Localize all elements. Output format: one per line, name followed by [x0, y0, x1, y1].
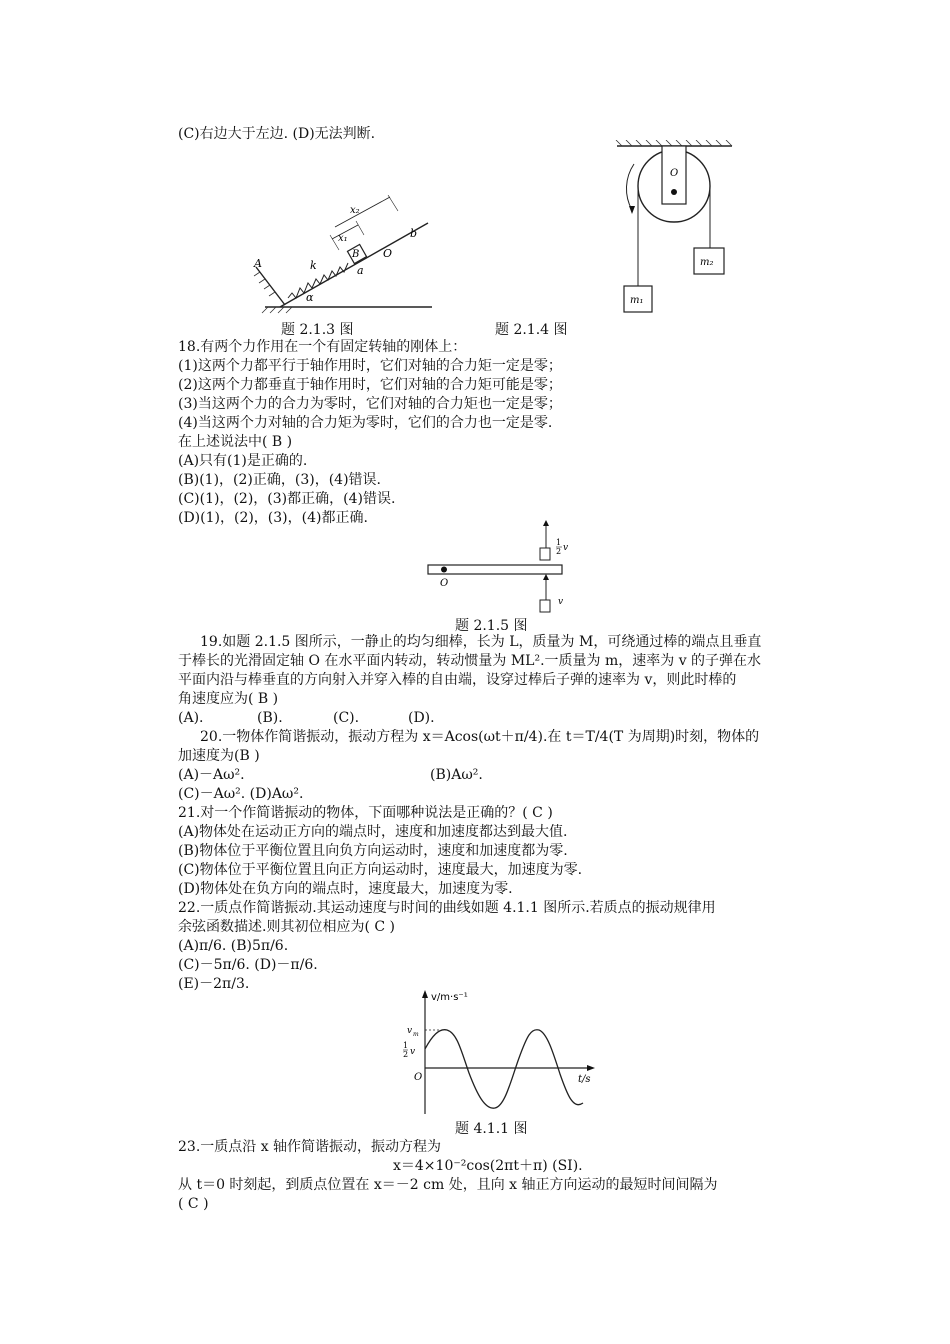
figure-caption: 题 4.1.1 图	[455, 1121, 528, 1137]
label-half-den: 2	[556, 547, 562, 556]
question-line: 加速度为(B )	[178, 748, 260, 764]
question-line: 于棒长的光滑固定轴 O 在水平面内转动，转动惯量为 ML².一质量为 m，速率为 v 的子弹在水	[178, 653, 762, 669]
label-vm: v	[407, 1026, 413, 1036]
label-alpha: α	[306, 291, 314, 304]
label-A: A	[254, 257, 262, 270]
question-line: 平面内沿与棒垂直的方向射入并穿入棒的自由端，设穿过棒后子弹的速率为 v，则此时棒的	[178, 672, 737, 688]
label-a: a	[357, 264, 364, 277]
question-line: 20.一物体作简谐振动，振动方程为 x＝Acos(ωt＋π/4).在 t＝T/4(T 为周期)时刻，物体的	[200, 729, 760, 745]
figure-2-1-4	[614, 140, 739, 320]
figure-4-1-1	[395, 988, 610, 1118]
label-k: k	[310, 259, 317, 272]
label-half-num: 1	[556, 538, 562, 547]
option: (D)物体处在负方向的端点时，速度最大，加速度为零.	[178, 881, 513, 897]
option: (C)－Aω². (D)Aω².	[178, 786, 304, 802]
label-v-top: v	[563, 543, 569, 553]
label-x2: x₂	[350, 205, 360, 216]
option: (A)物体处在运动正方向的端点时，速度和加速度都达到最大值.	[178, 824, 568, 840]
figure-caption: 题 2.1.5 图	[455, 618, 528, 634]
label-O: O	[670, 168, 679, 179]
option: (C)－5π/6. (D)－π/6.	[178, 957, 318, 973]
question-line: ( C )	[178, 1196, 209, 1212]
question-stem: 18.有两个力作用在一个有固定转轴的刚体上：	[178, 339, 467, 355]
statement: (1)这两个力都平行于轴作用时，它们对轴的合力矩一定是零；	[178, 358, 562, 374]
statement: (2)这两个力都垂直于轴作用时，它们对轴的合力矩可能是零；	[178, 377, 562, 393]
label-O: O	[383, 247, 393, 260]
label-x1: x₁	[338, 233, 348, 244]
option: (D)(1)，(2)，(3)，(4)都正确.	[178, 510, 368, 526]
equation: x＝4×10⁻²cos(2πt＋π) (SI).	[393, 1158, 583, 1174]
option: (B)物体位于平衡位置且向负方向运动时，速度和加速度都为零.	[178, 843, 568, 859]
question-line: 角速度应为( B )	[178, 691, 279, 707]
option: (B)Aω².	[430, 767, 483, 783]
label-O: O	[414, 1072, 423, 1083]
label-O: O	[440, 578, 449, 589]
option: (D).	[408, 710, 435, 726]
label-B: B	[352, 249, 360, 260]
statement: (4)当这两个力对轴的合力矩为零时，它们的合力也一定是零.	[178, 415, 553, 431]
axis-x-label: t/s	[578, 1074, 591, 1085]
label-m2: m₂	[700, 257, 714, 268]
axis-y-label: v/m·s⁻¹	[431, 992, 468, 1003]
figure-caption: 题 2.1.3 图	[281, 322, 354, 338]
question-line: 19.如题 2.1.5 图所示，一静止的均匀细棒，长为 L，质量为 M，可绕通过棒的端点且垂直	[200, 634, 762, 650]
option: (C).	[333, 710, 360, 726]
figure-2-1-3	[240, 195, 440, 320]
option: (C)物体位于平衡位置且向正方向运动时，速度最大，加速度为零.	[178, 862, 583, 878]
statement: (3)当这两个力的合力为零时，它们对轴的合力矩也一定是零；	[178, 396, 562, 412]
question-line: 22.一质点作简谐振动.其运动速度与时间的曲线如题 4.1.1 图所示.若质点的振动规律用	[178, 900, 716, 916]
option: (A).	[178, 710, 204, 726]
option: (A)π/6. (B)5π/6.	[178, 938, 289, 954]
question-ask: 在上述说法中( B )	[178, 434, 293, 450]
option: (A)－Aω².	[178, 767, 245, 783]
option: (B).	[257, 710, 283, 726]
option: (A)只有(1)是正确的.	[178, 453, 308, 469]
option: (B)(1)，(2)正确，(3)，(4)错误.	[178, 472, 381, 488]
figure-caption: 题 2.1.4 图	[495, 322, 568, 338]
label-half-vm: v	[410, 1047, 416, 1057]
question-line: 余弦函数描述.则其初位相应为( C )	[178, 919, 395, 935]
label-vm-sub: m	[413, 1031, 419, 1038]
option: (C)(1)，(2)，(3)都正确，(4)错误.	[178, 491, 396, 507]
figure-2-1-5	[420, 518, 570, 616]
label-half-den: 2	[403, 1050, 409, 1059]
question-line: 23.一质点沿 x 轴作简谐振动，振动方程为	[178, 1139, 442, 1155]
label-v-bottom: v	[558, 597, 564, 607]
question-stem: 21.对一个作简谐振动的物体，下面哪种说法是正确的？( C )	[178, 805, 553, 821]
label-b: b	[410, 227, 418, 240]
text-line: (C)右边大于左边. (D)无法判断.	[178, 126, 376, 142]
option: (E)－2π/3.	[178, 976, 250, 992]
question-line: 从 t＝0 时刻起，到质点位置在 x＝－2 cm 处，且向 x 轴正方向运动的最短时间间隔为	[178, 1177, 718, 1193]
label-m1: m₁	[630, 295, 644, 306]
label-half-num: 1	[403, 1041, 409, 1050]
